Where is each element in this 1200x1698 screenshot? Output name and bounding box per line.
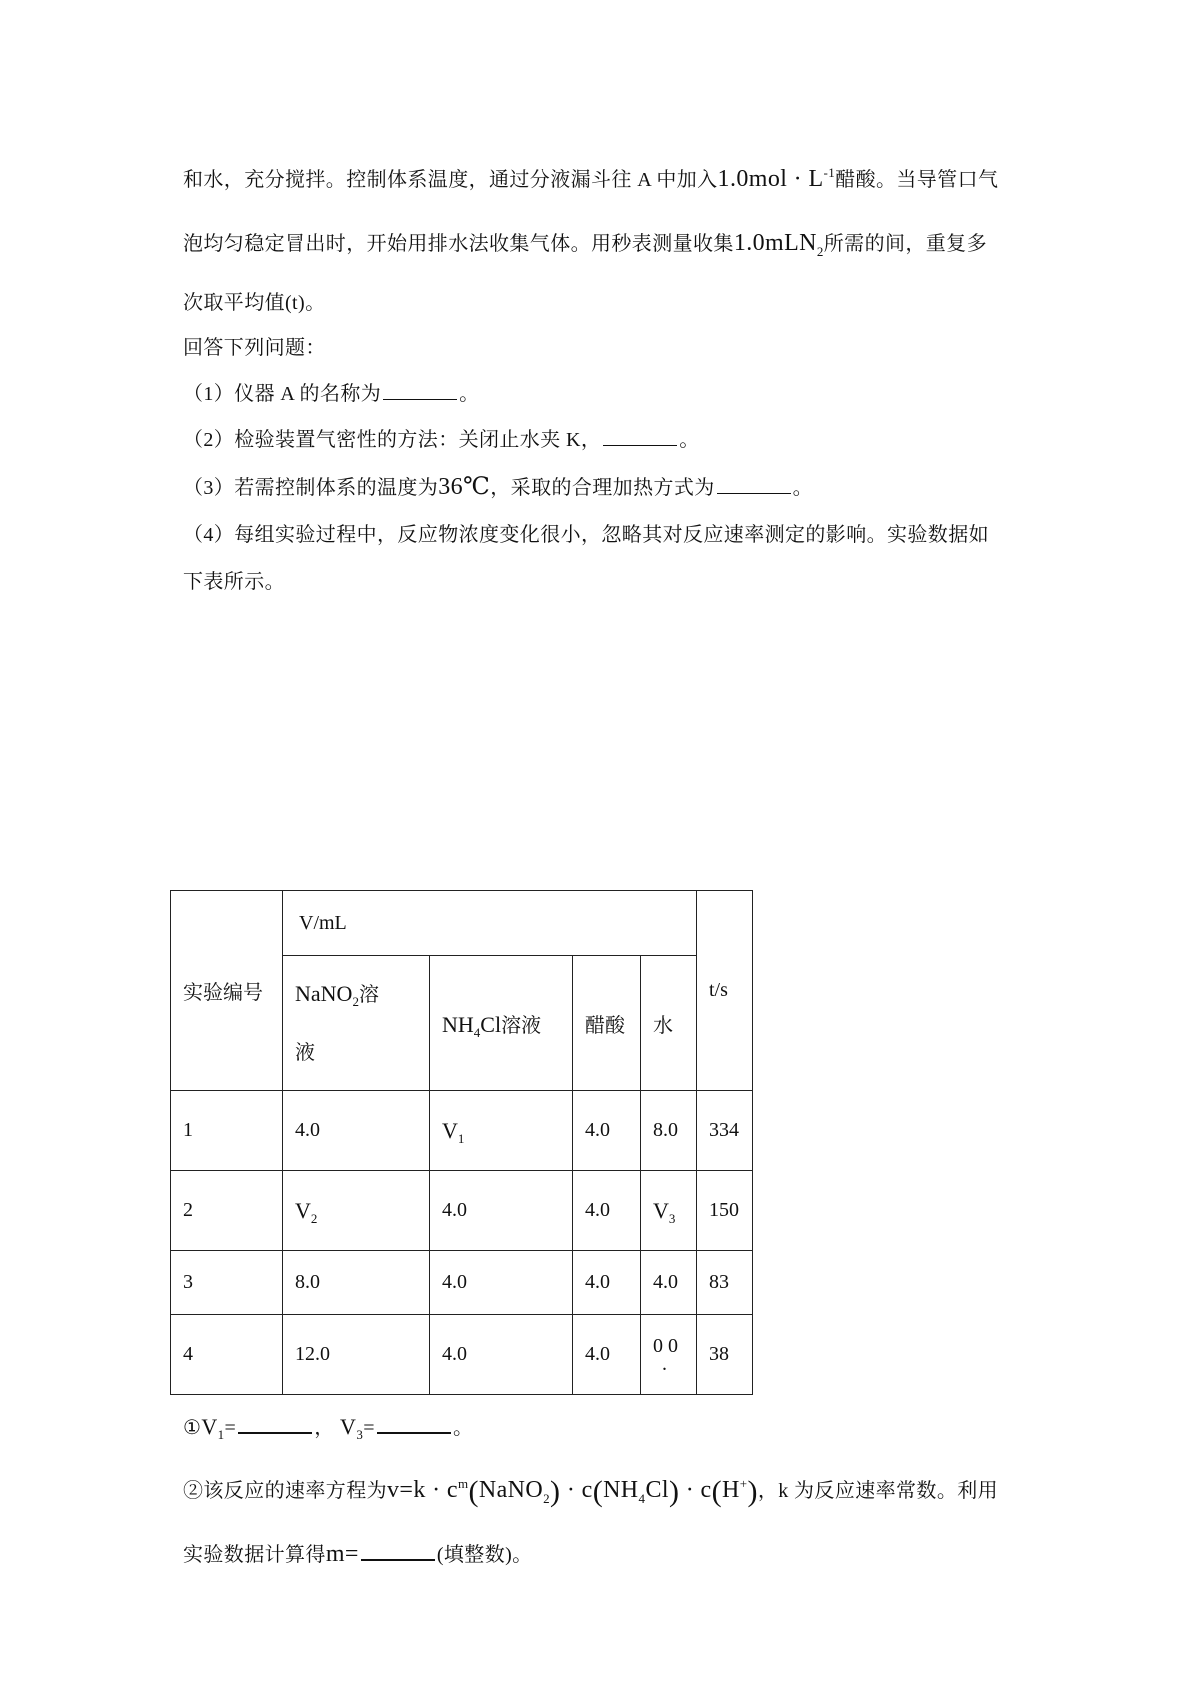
cell-nano2: 8.0 (283, 1251, 430, 1315)
answer-blank[interactable] (717, 475, 791, 494)
answer-blank[interactable] (377, 1414, 451, 1434)
rate-equation: $v=k \cdot c^m(NaNO_2) \cdot c(NH_4Cl) \cdot c(H^+)$ (387, 1475, 758, 1508)
cell-water: 8.0 (641, 1091, 697, 1171)
question-4-line-1: （4）每组实验过程中，反应物浓度变化很小，忽略其对反应速率测定的影响。实验数据如 (183, 524, 989, 546)
cell-water: $V_3$ (641, 1171, 697, 1251)
question-4-line-2: 下表所示。 (183, 571, 285, 593)
cell-time: 150 (697, 1171, 753, 1251)
table-row (171, 1315, 753, 1395)
answer-blank[interactable] (383, 381, 457, 400)
header-experiment-no: 实验编号 (171, 891, 283, 1091)
cell-water: 0 0 . (641, 1315, 697, 1395)
cell-nano2: 4.0 (283, 1091, 430, 1171)
table-row (171, 1171, 753, 1251)
text: 和水，充分搅拌。控制体系温度，通过分液漏斗往 A 中加入 (183, 169, 718, 191)
cell-id: 1 (171, 1091, 283, 1171)
cell-time: 38 (697, 1315, 753, 1395)
question-2: （2）检验装置气密性的方法：关闭止水夹 K， 。 (183, 429, 700, 451)
header-water: 水 (641, 956, 697, 1091)
cell-nh4cl: 4.0 (430, 1251, 573, 1315)
cell-acid: 4.0 (573, 1171, 641, 1251)
text: 醋酸。当导管口气 (835, 169, 999, 191)
cell-water: 4.0 (641, 1251, 697, 1315)
sub-question-2: ②该反应的速率方程为$v=k \cdot c^m(NaNO_2) \cdot c(NH_4Cl) \cdot c(H^+)$，k 为反应速率常数。利用 (183, 1475, 999, 1508)
cell-nano2: $V_2$ (283, 1171, 430, 1251)
header-nh4cl: $NH_4Cl$溶液 (430, 956, 573, 1091)
cell-acid: 4.0 (573, 1315, 641, 1395)
sub-question-2-line-2: 实验数据计算得m= (填整数)。 (183, 1541, 533, 1567)
experiment-table (170, 890, 753, 1395)
cell-nh4cl: 4.0 (430, 1315, 573, 1395)
text: 所需的间，重复多 (823, 233, 987, 255)
text: 泡均匀稳定冒出时，开始用排水法收集气体。用秒表测量收集 (183, 233, 734, 255)
cell-id: 4 (171, 1315, 283, 1395)
cell-id: 3 (171, 1251, 283, 1315)
paragraph-line-1 (183, 165, 998, 194)
cell-acid: 4.0 (573, 1251, 641, 1315)
cell-acid: 4.0 (573, 1091, 641, 1171)
question-1: （1）仪器 A 的名称为 。 (183, 383, 480, 405)
cell-nh4cl: 4.0 (430, 1171, 573, 1251)
volume: 1.0mLN$_2$ (733, 230, 824, 259)
table-row (171, 1251, 753, 1315)
header-volume: V/mL (283, 891, 697, 956)
cell-time: 83 (697, 1251, 753, 1315)
question-3: （3）若需控制体系的温度为36℃，采取的合理加热方式为 。 (183, 474, 814, 500)
paragraph-line-3: 次取平均值(t)。 (183, 292, 326, 314)
header-acetic-acid: 醋酸 (573, 956, 641, 1091)
cell-nano2: 12.0 (283, 1315, 430, 1395)
prompt: 回答下列问题： (183, 337, 326, 359)
header-time: t/s (697, 891, 753, 1091)
answer-blank[interactable] (603, 427, 677, 446)
sub-question-1: $①V_1=$ ， $V_3=$ 。 (183, 1414, 474, 1442)
answer-blank[interactable] (238, 1414, 312, 1434)
temperature: 36℃ (438, 474, 491, 500)
table-row (171, 1091, 753, 1171)
cell-time: 334 (697, 1091, 753, 1171)
header-nano2: NaNO$_2$溶 液 (283, 956, 430, 1091)
cell-id: 2 (171, 1171, 283, 1251)
paragraph-line-2 (183, 229, 987, 258)
concentration: $1.0mol \cdot L^{-1}$ (717, 165, 836, 192)
answer-blank[interactable] (361, 1541, 435, 1561)
cell-nh4cl: $V_1$ (430, 1091, 573, 1171)
